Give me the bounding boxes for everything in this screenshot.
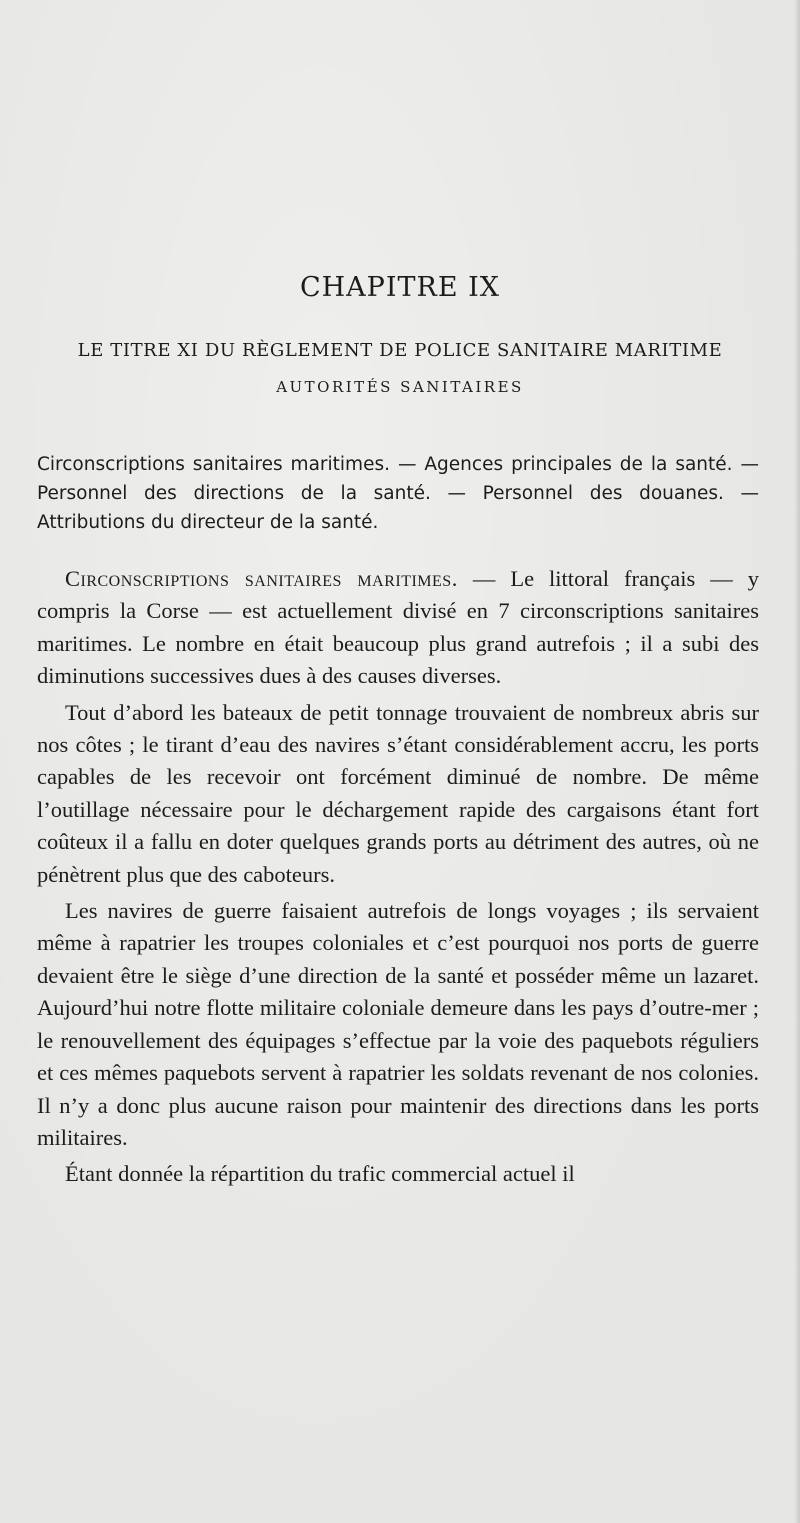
page-edge-shadow: [794, 0, 800, 1523]
paragraph-3: Les navires de guerre faisaient autrefois de longs voyages ; ils servaient même à rapatrier les troupes coloniales et c’est pourquoi nos ports de guerre devaient être le siège d’une direction de la santé et posséder même un lazaret. Aujourd’hui notre flotte militaire coloniale demeure dans les pays d’outre-mer ; le renouvellement des équipages s’effectue par la voie des paquebots réguliers et ces mêmes paquebots servent à rapatrier les soldats revenant de nos colonies. Il n’y a donc plus aucune raison pour maintenir des directions dans les ports militaires.: [37, 898, 759, 1150]
chapter-subtitle: LE TITRE XI DU RÈGLEMENT DE POLICE SANITAIRE MARITIME: [77, 340, 723, 361]
chapter-summary: Circonscriptions sanitaires maritimes. — Agences principales de la santé. — Personnel des directions de la santé. — Personnel des douanes. — Attributions du directeur de la santé.: [37, 454, 759, 533]
paragraph-4: Étant donnée la répartition du trafic commercial actuel il: [65, 1161, 575, 1187]
chapter-title: CHAPITRE IX: [299, 272, 501, 303]
paragraph-1-lead: Circonscriptions sanitaires maritimes.: [65, 566, 458, 591]
paragraph-1: [37, 563, 759, 693]
paragraph-2: Tout d’abord les bateaux de petit tonnage trouvaient de nombreux abris sur nos côtes ; le tirant d’eau des navires s’étant considérablement accru, les ports capables de les recevoir ont forcément diminué de nombre. De même l’outillage nécessaire pour le déchargement rapide des cargaisons étant fort coûteux il a fallu en doter quelques grands ports au détriment des autres, où ne pénètrent plus que des caboteurs.: [37, 699, 759, 887]
paragraph-1-text: — Le littoral français — y compris la Corse — est actuellement divisé en 7 circonscriptions sanitaires maritimes. Le nombre en était beaucoup plus grand autrefois ; il a subi des diminutions successives dues à des causes diverses.: [37, 566, 759, 689]
section-title: AUTORITÉS SANITAIRES: [276, 378, 524, 396]
body-text: [37, 563, 759, 1195]
